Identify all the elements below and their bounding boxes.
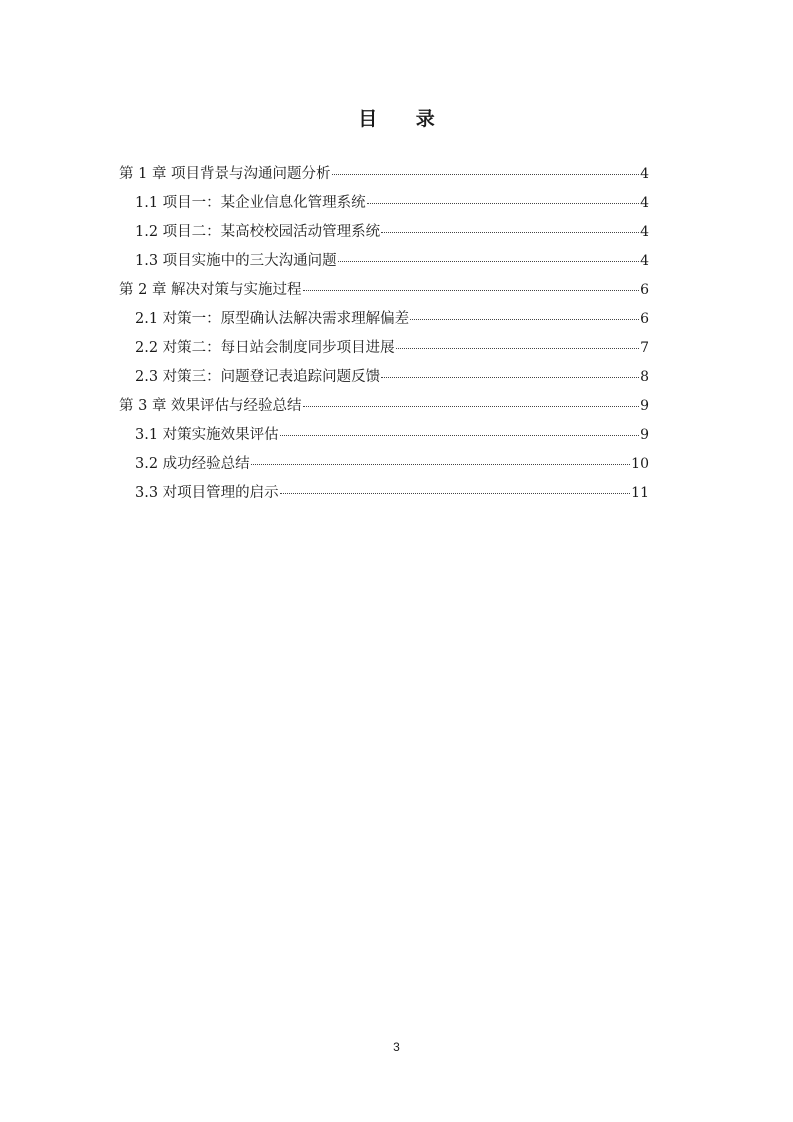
toc-entry-page: 11: [631, 485, 649, 501]
toc-entry-page: 9: [640, 427, 649, 443]
dot-leader: [367, 203, 639, 204]
toc-entry[interactable]: [119, 305, 649, 334]
dot-leader: [332, 174, 640, 175]
toc-entry-label: 1.2 项目二：某高校校园活动管理系统: [135, 224, 381, 240]
toc-entry[interactable]: [119, 363, 649, 392]
toc-entry-label: 1.3 项目实施中的三大沟通问题: [135, 253, 337, 269]
toc-entry-label: 第 3 章 效果评估与经验总结: [119, 398, 302, 414]
toc-entry-label: 2.2 对策二：每日站会制度同步项目进展: [135, 340, 395, 356]
toc-entry[interactable]: [119, 247, 649, 276]
toc-entry-label: 2.3 对策三：问题登记表追踪问题反馈: [135, 369, 381, 385]
dot-leader: [251, 464, 631, 465]
toc-entry[interactable]: [119, 450, 649, 479]
toc-entry-page: 4: [640, 224, 649, 240]
table-of-contents: [119, 160, 649, 508]
toc-entry-label: 第 1 章 项目背景与沟通问题分析: [119, 166, 331, 182]
toc-entry[interactable]: [119, 160, 649, 189]
toc-entry-label: 2.1 对策一：原型确认法解决需求理解偏差: [135, 311, 410, 327]
toc-entry-page: 8: [640, 369, 649, 385]
dot-leader: [410, 319, 639, 320]
dot-leader: [338, 261, 639, 262]
toc-entry-page: 10: [631, 456, 649, 472]
toc-title: 目 录: [358, 108, 451, 130]
toc-entry-label: 3.1 对策实施效果评估: [135, 427, 279, 443]
toc-entry-page: 4: [640, 253, 649, 269]
dot-leader: [303, 406, 640, 407]
dot-leader: [280, 493, 631, 494]
toc-entry[interactable]: [119, 276, 649, 305]
dot-leader: [303, 290, 640, 291]
toc-entry-page: 6: [640, 282, 649, 298]
toc-entry[interactable]: [119, 189, 649, 218]
toc-entry-page: 4: [640, 166, 649, 182]
toc-entry-page: 4: [640, 195, 649, 211]
toc-entry-label: 第 2 章 解决对策与实施过程: [119, 282, 302, 298]
toc-entry-page: 6: [640, 311, 649, 327]
dot-leader: [280, 435, 639, 436]
toc-entry[interactable]: [119, 392, 649, 421]
dot-leader: [396, 348, 639, 349]
toc-entry[interactable]: [119, 218, 649, 247]
toc-entry[interactable]: [119, 421, 649, 450]
toc-entry-page: 9: [640, 398, 649, 414]
toc-entry[interactable]: [119, 479, 649, 508]
toc-entry-label: 3.2 成功经验总结: [135, 456, 250, 472]
toc-entry-page: 7: [640, 340, 649, 356]
toc-entry[interactable]: [119, 334, 649, 363]
dot-leader: [381, 232, 639, 233]
toc-entry-label: 3.3 对项目管理的启示: [135, 485, 279, 501]
page-number: 3: [393, 1040, 400, 1054]
toc-entry-label: 1.1 项目一：某企业信息化管理系统: [135, 195, 366, 211]
dot-leader: [381, 377, 639, 378]
